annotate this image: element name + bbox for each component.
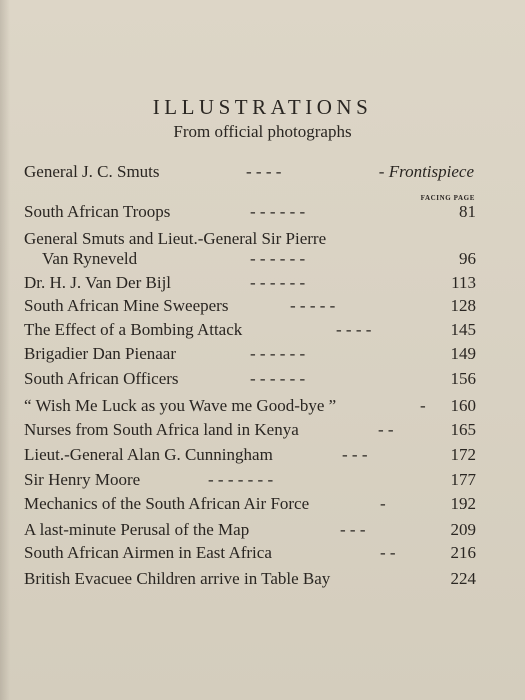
entry-page-number: 224 — [450, 569, 476, 588]
entry-title: South African Mine Sweepers — [24, 296, 229, 315]
entry-page-number: 96 — [459, 249, 476, 268]
entry-page-number: 209 — [450, 520, 476, 539]
entry-page-number: 128 — [450, 296, 476, 315]
entry-page-number: 81 — [459, 202, 476, 221]
entry-title: South African Troops — [24, 202, 171, 221]
page-title: ILLUSTRATIONS — [152, 95, 373, 119]
entry-leaders: - - - - - - — [250, 273, 306, 292]
page-subtitle: From official photographs — [173, 122, 352, 141]
entry-leaders: - - - - - - — [250, 344, 306, 363]
entry-title: A last-minute Perusal of the Map — [24, 520, 250, 539]
entry-title: Nurses from South Africa land in Kenya — [24, 420, 299, 439]
entry-title: The Effect of a Bombing Attack — [24, 320, 243, 339]
entry-leaders: - - - — [342, 445, 368, 464]
entry-page-number: 145 — [450, 320, 476, 339]
entry-leaders: - - - - - - - — [208, 470, 274, 489]
entry-title: “ Wish Me Luck as you Wave me Good-bye ” — [24, 396, 337, 415]
entry-page-number: 172 — [450, 445, 476, 464]
entry-leaders: - - - - - - — [250, 369, 306, 388]
entry-page-number: 216 — [450, 543, 476, 562]
entry-leaders: - - — [378, 420, 394, 439]
entry-page-number: 113 — [451, 273, 476, 292]
entry-leaders: - - - - - — [290, 296, 336, 315]
entry-title: South African Officers — [24, 369, 179, 388]
entry-leaders: - — [380, 494, 386, 513]
entry-title: Sir Henry Moore — [24, 470, 141, 489]
entry-page-number: 149 — [450, 344, 476, 363]
entry-leaders: - - - - — [246, 162, 282, 181]
entry-title-continued: Van Ryneveld — [42, 249, 138, 268]
facing-page-label: FACING PAGE — [420, 194, 475, 202]
entry-title: South African Airmen in East Africa — [24, 543, 272, 562]
entry-leaders: - - - - - - — [250, 249, 306, 268]
entry-leaders: - — [420, 396, 426, 415]
entry-title: General Smuts and Lieut.-General Sir Pierre — [24, 229, 327, 248]
entry-title: Dr. H. J. Van Der Bijl — [24, 273, 172, 292]
entry-frontispiece: - Frontispiece — [378, 162, 474, 181]
entry-title: Mechanics of the South African Air Force — [24, 494, 310, 513]
entry-title: Lieut.-General Alan G. Cunningham — [24, 445, 273, 464]
entry-page-number: 192 — [450, 494, 476, 513]
entry-leaders: - - - - - - — [250, 202, 306, 221]
entry-page-number: 165 — [450, 420, 476, 439]
entry-page-number: 156 — [450, 369, 476, 388]
entry-title: General J. C. Smuts — [24, 162, 160, 181]
entry-leaders: - - - — [340, 520, 366, 539]
entry-leaders: - - — [380, 543, 396, 562]
entry-title: Brigadier Dan Pienaar — [24, 344, 176, 363]
illustration-entry — [24, 229, 476, 269]
entry-leaders: - - - - — [336, 320, 372, 339]
entry-page-number: 177 — [450, 470, 476, 489]
entry-title: British Evacuee Children arrive in Table Bay — [24, 569, 331, 588]
entry-page-number: 160 — [450, 396, 476, 415]
